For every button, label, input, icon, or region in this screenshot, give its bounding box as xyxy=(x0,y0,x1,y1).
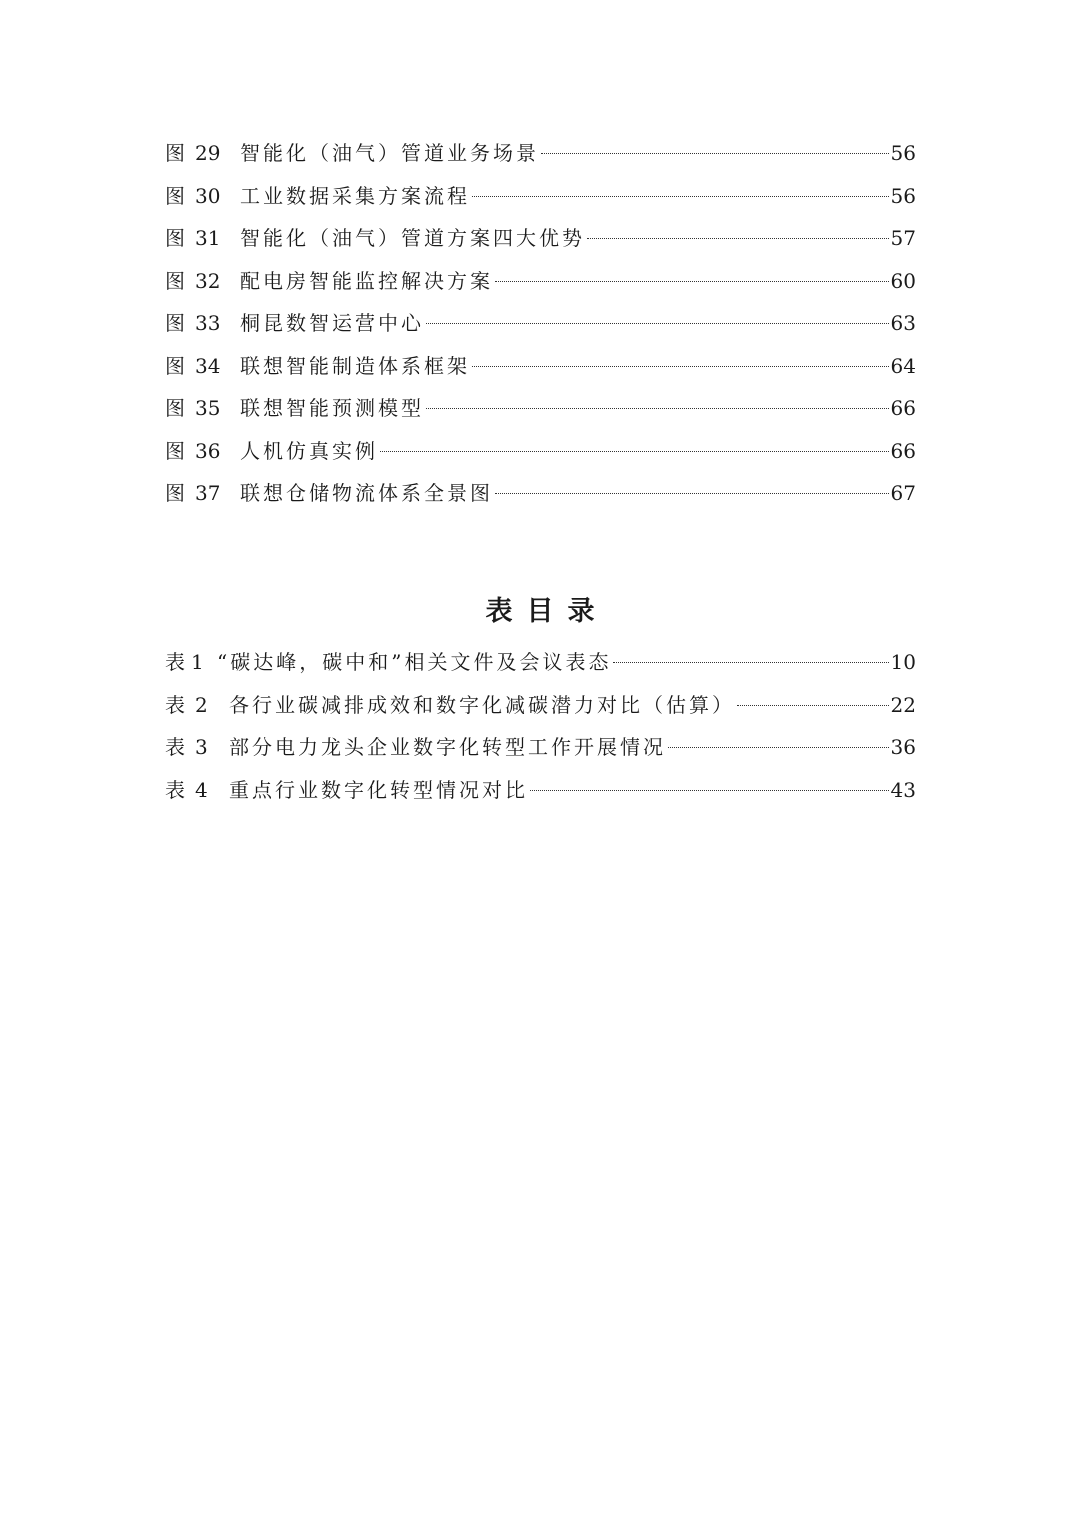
entry-page-number: 67 xyxy=(890,481,916,505)
dot-leader xyxy=(495,281,889,282)
toc-entry-table-1[interactable] xyxy=(165,641,916,684)
toc-entry-figure-33[interactable] xyxy=(165,302,916,345)
entry-label: 表 4 xyxy=(165,777,208,802)
entry-title: 人机仿真实例 xyxy=(240,438,378,463)
entry-page-number: 43 xyxy=(890,777,916,802)
entry-label: 图 34 xyxy=(165,353,221,378)
entry-title: 部分电力龙头企业数字化转型工作开展情况 xyxy=(229,735,666,759)
dot-leader xyxy=(380,451,889,452)
dot-leader xyxy=(541,153,889,154)
figure-list xyxy=(165,132,916,515)
tables-section-heading: 表目录 xyxy=(485,596,609,627)
toc-entry-figure-29[interactable] xyxy=(165,132,916,175)
entry-title: 联想仓储物流体系全景图 xyxy=(240,481,493,505)
toc-entry-figure-37[interactable] xyxy=(165,472,916,515)
entry-label: 表 2 xyxy=(165,692,208,717)
entry-label: 图 37 xyxy=(165,481,221,505)
entry-page-number: 10 xyxy=(890,650,916,674)
toc-entry-figure-35[interactable] xyxy=(165,387,916,430)
entry-label: 图 30 xyxy=(165,183,221,208)
entry-label: 表 1 xyxy=(165,650,204,674)
table-list xyxy=(165,641,916,811)
entry-page-number: 36 xyxy=(890,735,916,759)
entry-page-number: 66 xyxy=(890,396,916,420)
dot-leader xyxy=(737,705,889,706)
entry-title: 桐昆数智运营中心 xyxy=(240,311,424,335)
entry-title: 智能化（油气）管道业务场景 xyxy=(240,141,539,165)
entry-title: 各行业碳减排成效和数字化减碳潜力对比（估算） xyxy=(229,692,735,717)
entry-page-number: 60 xyxy=(890,268,916,293)
dot-leader xyxy=(426,408,889,409)
dot-leader xyxy=(530,790,889,791)
entry-label: 图 33 xyxy=(165,311,221,335)
dot-leader xyxy=(472,366,889,367)
dot-leader xyxy=(495,493,889,494)
toc-entry-figure-36[interactable] xyxy=(165,430,916,473)
entry-label: 图 29 xyxy=(165,141,221,165)
toc-entry-table-3[interactable] xyxy=(165,726,916,769)
entry-label: 表 3 xyxy=(165,735,208,759)
entry-title: 配电房智能监控解决方案 xyxy=(240,268,493,293)
dot-leader xyxy=(613,662,888,663)
entry-title: 联想智能制造体系框架 xyxy=(240,353,470,378)
toc-entry-figure-30[interactable] xyxy=(165,175,916,218)
entry-page-number: 66 xyxy=(890,438,916,463)
entry-label: 图 36 xyxy=(165,438,221,463)
dot-leader xyxy=(587,238,889,239)
entry-page-number: 56 xyxy=(890,141,916,165)
toc-entry-figure-32[interactable] xyxy=(165,260,916,303)
entry-page-number: 56 xyxy=(890,183,916,208)
entry-title: “碳达峰，碳中和”相关文件及会议表态 xyxy=(217,650,612,674)
entry-label: 图 35 xyxy=(165,396,221,420)
entry-label: 图 32 xyxy=(165,268,221,293)
entry-page-number: 64 xyxy=(890,353,916,378)
toc-entry-figure-34[interactable] xyxy=(165,345,916,388)
entry-page-number: 57 xyxy=(890,226,916,250)
entry-label: 图 31 xyxy=(165,226,221,250)
entry-title: 联想智能预测模型 xyxy=(240,396,424,420)
entry-title: 智能化（油气）管道方案四大优势 xyxy=(240,226,585,250)
toc-entry-table-4[interactable] xyxy=(165,769,916,812)
dot-leader xyxy=(472,196,889,197)
dot-leader xyxy=(426,323,889,324)
entry-page-number: 22 xyxy=(890,692,916,717)
entry-title: 重点行业数字化转型情况对比 xyxy=(229,777,528,802)
toc-entry-figure-31[interactable] xyxy=(165,217,916,260)
entry-title: 工业数据采集方案流程 xyxy=(240,183,470,208)
toc-entry-table-2[interactable] xyxy=(165,684,916,727)
dot-leader xyxy=(668,747,889,748)
entry-page-number: 63 xyxy=(890,311,916,335)
